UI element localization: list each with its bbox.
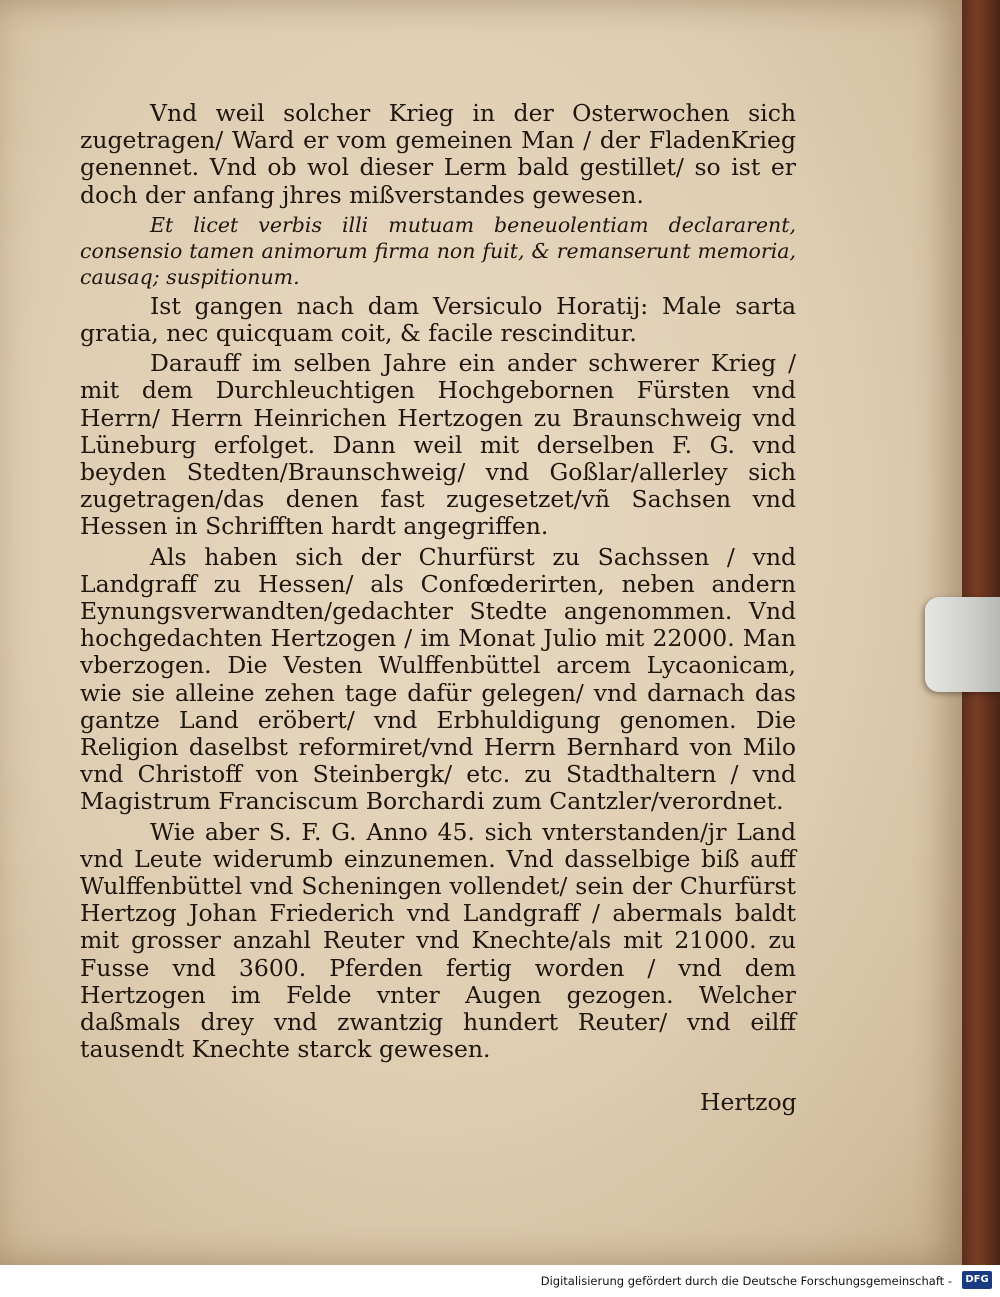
- page-text: [80, 100, 796, 1067]
- paragraph-3: Ist gangen nach dam Versiculo Horatij: Male sarta gratia, nec quicquam coit, & facile rescinditur.: [80, 291, 796, 348]
- paragraph-4: Darauff im selben Jahre ein ander schwerer Krieg / mit dem Durchleuchtigen Hochgebornen Fürsten vnd Herrn/ Herrn Heinrichen Hertzogen zu Braunschweig vnd Lüneburg erfolget. Dann weil mit derselben F. G. vnd beyden Stedten/Braunschweig/ vnd Goßlar/allerley sich zugetragen/das denen fast zugesetzet/vñ Sachsen vnd Hessen in Schrifften hardt angegriffen.: [80, 349, 796, 541]
- paragraph-1: Vnd weil solcher Krieg in der Osterwochen sich zugetragen/ Ward er vom gemeinen Man / der FladenKrieg genennet. Vnd ob wol dieser Lerm bald gestillet/ so ist er doch der anfang jhres mißverstandes gewesen.: [80, 99, 796, 209]
- paragraph-2-latin: Et licet verbis illi mutuam beneuolentiam declararent, consensio tamen animorum firma non fuit, & remanserunt memoria, causaq; suspitionum.: [80, 212, 796, 289]
- page-clip: [925, 597, 1000, 692]
- catchword: Hertzog: [700, 1088, 797, 1116]
- dfg-logo-icon: DFG: [962, 1271, 992, 1289]
- paragraph-6: Wie aber S. F. G. Anno 45. sich vnterstanden/jr Land vnd Leute widerumb einzunemen. Vnd dasselbige biß auff Wulffenbüttel vnd Scheningen vollendet/ sein der Churfürst Hertzog Johan Friederich vnd Landgraff / abermals baldt mit grosser anzahl Reuter vnd Knechte/als mit 21000. zu Fusse vnd 3600. Pferden fertig worden / vnd dem Hertzogen im Felde vnter Augen gezogen. Welcher daßmals drey vnd zwantzig hundert Reuter/ vnd eilff tausendt Knechte starck gewesen.: [80, 817, 796, 1064]
- footer-credit: Digitalisierung gefördert durch die Deutsche Forschungsgemeinschaft -: [540, 1274, 952, 1288]
- paragraph-5: Als haben sich der Churfürst zu Sachssen / vnd Landgraff zu Hessen/ als Confœderirten, neben andern Eynungsverwandten/gedachter Stedte angenommen. Vnd hochgedachten Hertzogen / im Monat Julio mit 22000. Man vberzogen. Die Vesten Wulffenbüttel arcem Lycaonicam, wie sie alleine zehen tage dafür gelegen/ vnd darnach das gantze Land eröbert/ vnd Erbhuldigung genomen. Die Religion daselbst reformiret/vnd Herrn Bernhard von Milo vnd Christoff von Steinbergk/ etc. zu Stadthaltern / vnd Magistrum Franciscum Borchardi zum Cantzler/verordnet.: [80, 542, 796, 816]
